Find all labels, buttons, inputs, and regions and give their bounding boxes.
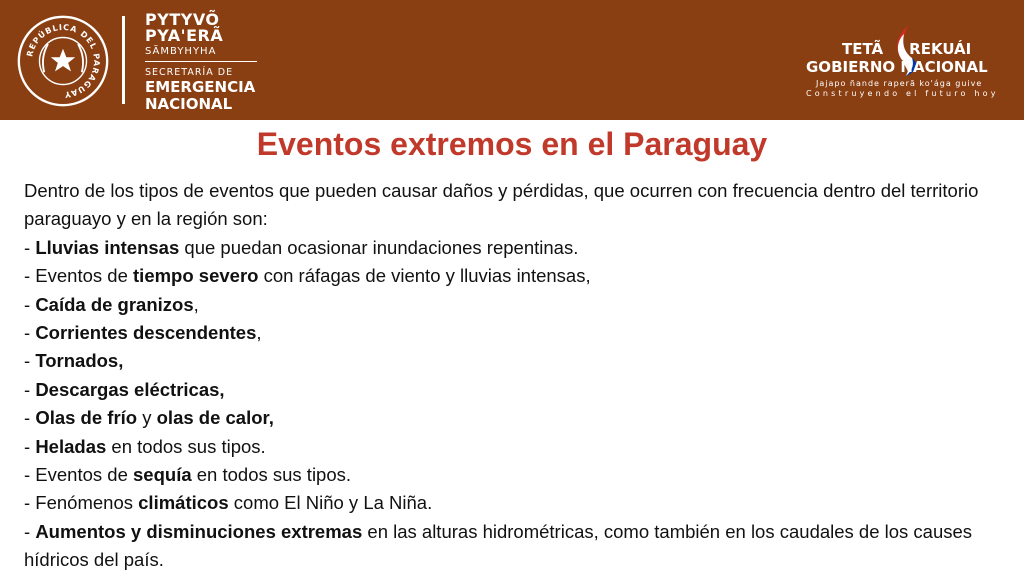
- list-item-text: y: [137, 407, 157, 429]
- logo-nacional: NACIONAL: [900, 58, 988, 76]
- list-item-text: -: [24, 520, 36, 542]
- list-item: [24, 376, 1004, 404]
- header-banner: [0, 0, 1024, 120]
- gobierno-nacional-logo: [806, 26, 1006, 102]
- list-item: [24, 347, 1004, 375]
- list-item-text: - Fenómenos: [24, 492, 139, 514]
- list-item-emphasis: sequía: [133, 464, 192, 486]
- list-item: [24, 319, 1004, 347]
- seal-text: REPÚBLICA DEL PARAGUAY: [25, 22, 102, 100]
- national-seal-icon: [16, 14, 110, 108]
- list-item-text: - Eventos de: [24, 265, 134, 287]
- logo-rekuai: REKUÁI: [909, 40, 972, 58]
- list-item-text: -: [24, 236, 36, 258]
- list-item-text: -: [24, 350, 36, 372]
- logo-line2: [806, 58, 988, 76]
- list-item-text: - Eventos de: [24, 464, 134, 486]
- list-item-emphasis: Olas de frío: [35, 407, 138, 429]
- list-item-text: -: [24, 435, 36, 457]
- logo-line1: [842, 40, 971, 58]
- list-item-emphasis: Tornados,: [35, 350, 124, 372]
- list-item-text: -: [24, 293, 36, 315]
- event-list: [24, 234, 1004, 575]
- list-item-emphasis: olas de calor,: [156, 407, 274, 429]
- list-item-text: ,: [193, 293, 199, 315]
- org-name-line2: PYA'ERÃ: [145, 26, 224, 45]
- list-item-emphasis: Caída de granizos: [35, 293, 194, 315]
- list-item-emphasis: Lluvias intensas: [35, 236, 180, 258]
- list-item-emphasis: climáticos: [138, 492, 229, 514]
- list-item-text: en las alturas hidrométricas, como también en los caudales de los causes hídricos del país.: [24, 520, 973, 571]
- list-item: [24, 404, 1004, 432]
- list-item-text: con ráfagas de viento y lluvias intensas,: [258, 265, 591, 287]
- list-item-text: -: [24, 378, 36, 400]
- slide-body: [24, 177, 1004, 575]
- list-item: [24, 489, 1004, 517]
- list-item-emphasis: Descargas eléctricas,: [35, 378, 225, 400]
- list-item: [24, 518, 1004, 575]
- org-name-sub: SÃMBYHYHA: [145, 46, 217, 57]
- list-item: [24, 262, 1004, 290]
- logo-teta: TETÃ: [842, 40, 884, 58]
- list-item-text: -: [24, 407, 36, 429]
- list-item-emphasis: Heladas: [35, 435, 107, 457]
- list-item: [24, 433, 1004, 461]
- pytyvo-logo: [145, 12, 257, 112]
- list-item-emphasis: Aumentos y disminuciones extremas: [35, 520, 363, 542]
- list-item: [24, 461, 1004, 489]
- slide-title: Eventos extremos en el Paraguay: [256, 126, 768, 162]
- logo-gobierno: GOBIERNO: [806, 58, 896, 76]
- list-item-text: que puedan ocasionar inundaciones repentinas.: [179, 236, 579, 258]
- header-divider: [122, 16, 125, 104]
- motto-spanish: Construyendo el futuro hoy: [806, 89, 999, 98]
- org-rule: [145, 61, 257, 62]
- list-item: [24, 291, 1004, 319]
- org-name-line1: PYTYVÕ: [145, 10, 220, 29]
- list-item-emphasis: Corrientes descendentes: [35, 322, 257, 344]
- list-item-text: -: [24, 322, 36, 344]
- list-item-text: ,: [256, 322, 262, 344]
- list-item-emphasis: tiempo severo: [133, 265, 259, 287]
- motto-guarani: Jajapo ñande raperã ko'ága guive: [816, 79, 983, 88]
- secretaria-name-line1: EMERGENCIA: [145, 78, 256, 96]
- list-item-text: en todos sus tipos.: [106, 435, 266, 457]
- list-item-text: en todos sus tipos.: [191, 464, 352, 486]
- list-item-text: como El Niño y La Niña.: [228, 492, 433, 514]
- intro-paragraph: Dentro de los tipos de eventos que pueden causar daños y pérdidas, que ocurren con frecuencia dentro del territorio paraguayo y en la región son:: [24, 180, 979, 230]
- secretaria-name-line2: NACIONAL: [145, 95, 233, 113]
- secretaria-label: SECRETARÍA DE: [145, 67, 234, 78]
- list-item: [24, 234, 1004, 262]
